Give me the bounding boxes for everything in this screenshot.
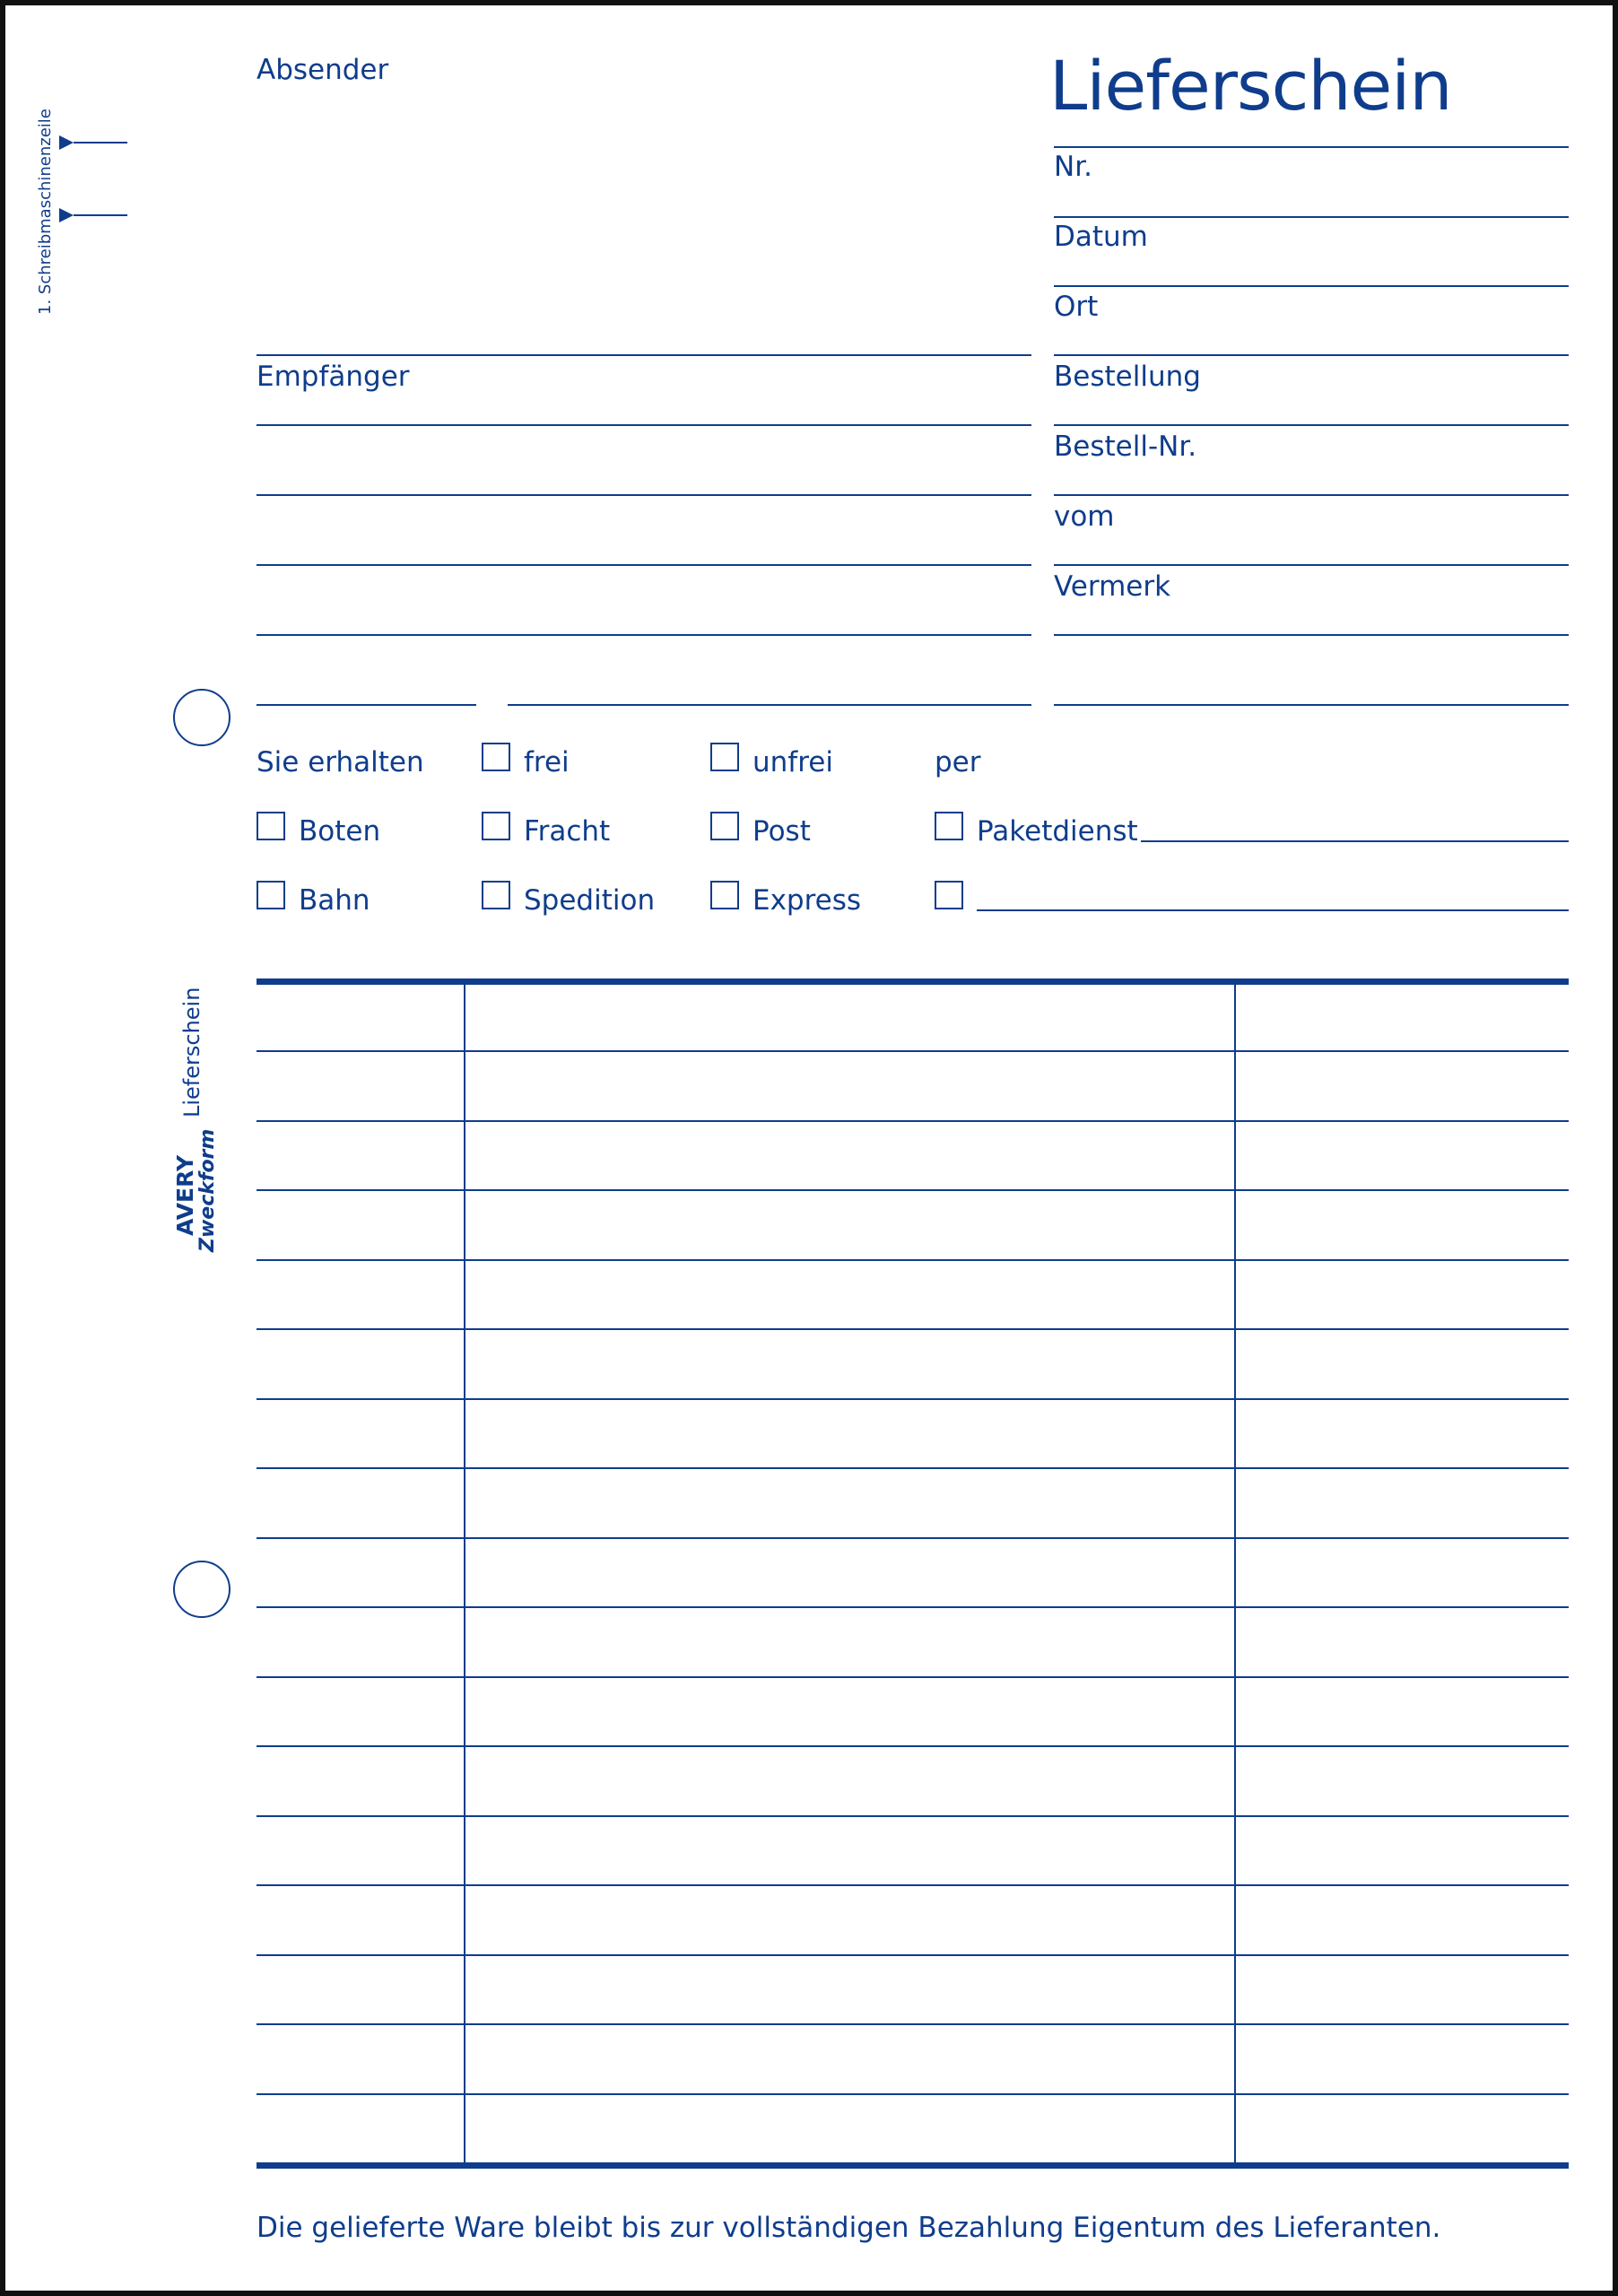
table-top-rule — [257, 978, 1569, 985]
vermerk-line-3[interactable] — [1054, 704, 1569, 706]
datum-label: Datum — [1054, 221, 1148, 253]
unfrei-checkbox[interactable] — [710, 743, 739, 771]
table-row[interactable] — [257, 1815, 1569, 1817]
vermerk-line-2[interactable] — [1054, 634, 1569, 636]
paketdienst-checkbox[interactable] — [935, 812, 963, 840]
empfaenger-postcode-line[interactable] — [257, 704, 476, 706]
table-row[interactable] — [257, 1537, 1569, 1539]
brand-logo-top: AVERY — [172, 1154, 198, 1236]
bahn-checkbox[interactable] — [257, 881, 285, 909]
table-row[interactable] — [257, 1259, 1569, 1261]
empfaenger-label: Empfänger — [257, 361, 410, 393]
punch-hole-lower — [173, 1561, 231, 1618]
table-row[interactable] — [257, 1676, 1569, 1678]
per-label: per — [935, 746, 981, 778]
vom-line[interactable] — [1054, 494, 1569, 496]
spedition-label: Spedition — [524, 884, 656, 917]
datum-line[interactable] — [1054, 216, 1569, 218]
typewriter-marker-icon — [57, 134, 129, 152]
express-label: Express — [752, 884, 862, 917]
table-row[interactable] — [257, 1606, 1569, 1608]
table-column-divider-1 — [464, 983, 465, 2164]
boten-checkbox[interactable] — [257, 812, 285, 840]
table-row[interactable] — [257, 1467, 1569, 1469]
empfaenger-line-1[interactable] — [257, 424, 1031, 426]
post-checkbox[interactable] — [710, 812, 739, 840]
boten-label: Boten — [299, 815, 381, 848]
table-row[interactable] — [257, 2093, 1569, 2095]
paketdienst-line[interactable] — [1141, 840, 1569, 842]
empfaenger-city-line[interactable] — [508, 704, 1031, 706]
table-row[interactable] — [257, 1745, 1569, 1747]
empfaenger-line-2[interactable] — [257, 494, 1031, 496]
spedition-checkbox[interactable] — [482, 881, 510, 909]
absender-label: Absender — [257, 54, 389, 86]
express-checkbox[interactable] — [710, 881, 739, 909]
table-row[interactable] — [257, 1954, 1569, 1956]
table-row[interactable] — [257, 1398, 1569, 1400]
brand-logo-bottom: Zweckform — [196, 1128, 219, 1252]
bestellung-label: Bestellung — [1054, 361, 1201, 393]
typewriter-line-note: 1. Schreibmaschinenzeile — [36, 109, 55, 315]
typewriter-marker-icon — [57, 206, 129, 224]
frei-label: frei — [524, 746, 570, 778]
table-row[interactable] — [257, 1189, 1569, 1191]
nr-line[interactable] — [1054, 146, 1569, 148]
fracht-label: Fracht — [524, 815, 611, 848]
table-bottom-rule — [257, 2162, 1569, 2169]
ort-label: Ort — [1054, 291, 1099, 323]
empfaenger-line-3[interactable] — [257, 564, 1031, 566]
paketdienst-label: Paketdienst — [977, 815, 1138, 848]
bestell-nr-line[interactable] — [1054, 424, 1569, 426]
other-shipping-checkbox[interactable] — [935, 881, 963, 909]
table-row[interactable] — [257, 2023, 1569, 2025]
absender-line[interactable] — [257, 354, 1031, 356]
post-label: Post — [752, 815, 811, 848]
bestell-nr-label: Bestell-Nr. — [1054, 430, 1197, 463]
fracht-checkbox[interactable] — [482, 812, 510, 840]
table-row[interactable] — [257, 1328, 1569, 1330]
unfrei-label: unfrei — [752, 746, 833, 778]
shipping-intro-label: Sie erhalten — [257, 746, 424, 778]
ort-line[interactable] — [1054, 285, 1569, 287]
table-row[interactable] — [257, 1884, 1569, 1886]
bahn-label: Bahn — [299, 884, 370, 917]
table-column-divider-2 — [1234, 983, 1236, 2164]
empfaenger-line-4[interactable] — [257, 634, 1031, 636]
footer-ownership-note: Die gelieferte Ware bleibt bis zur vollständigen Bezahlung Eigentum des Lieferanten. — [257, 2212, 1441, 2244]
vermerk-line[interactable] — [1054, 564, 1569, 566]
table-row[interactable] — [257, 1050, 1569, 1052]
vom-label: vom — [1054, 500, 1115, 533]
frei-checkbox[interactable] — [482, 743, 510, 771]
nr-label: Nr. — [1054, 151, 1092, 183]
vermerk-label: Vermerk — [1054, 570, 1171, 603]
table-row[interactable] — [257, 1120, 1569, 1122]
side-title: Lieferschein — [179, 987, 204, 1118]
other-shipping-line[interactable] — [977, 909, 1569, 911]
form-title: Lieferschein — [1049, 46, 1452, 126]
bestellung-line[interactable] — [1054, 354, 1569, 356]
punch-hole-upper — [173, 689, 231, 746]
